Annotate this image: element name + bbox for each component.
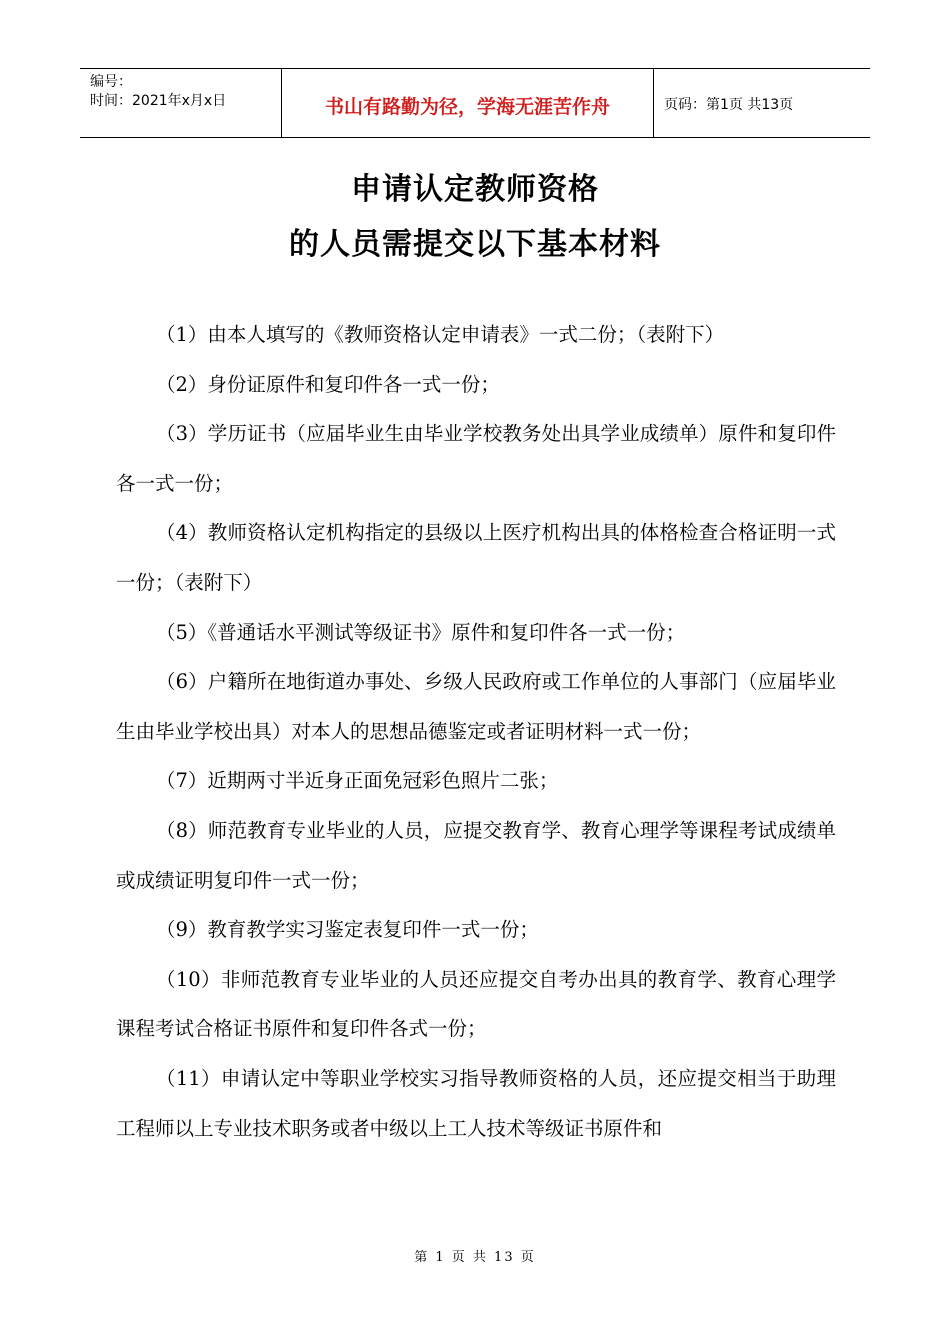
- list-item: （10）非师范教育专业毕业的人员还应提交自考办出具的教育学、教育心理学课程考试合格证书原件和复印件各式一份；: [116, 967, 836, 1041]
- header-meta: [80, 69, 282, 137]
- document-number-label: 编号：: [90, 74, 132, 90]
- list-item: （9）教育教学实习鉴定表复印件一式一份；: [156, 918, 539, 942]
- list-item: （2）身份证原件和复印件各一式一份；: [156, 372, 500, 396]
- page-footer: 第 1 页 共 13 页: [414, 1250, 536, 1265]
- header-page-info: 页码：第1页 共13页: [664, 97, 794, 113]
- document-date: 时间：2021年x月x日: [90, 93, 227, 109]
- list-item: （8）师范教育专业毕业的人员，应提交教育学、教育心理学等课程考试成绩单或成绩证明复印件一式一份；: [116, 818, 836, 892]
- list-item: （3）学历证书（应届毕业生由毕业学校教务处出具学业成绩单）原件和复印件各一式一份；: [116, 422, 836, 495]
- page-title-line-2: 的人员需提交以下基本材料: [289, 227, 661, 262]
- list-item: （11）申请认定中等职业学校实习指导教师资格的人员，还应提交相当于助理工程师以上专业技术职务或者中级以上工人技术等级证书原件和: [116, 1066, 836, 1140]
- header-motto: 书山有路勤为径，学海无涯苦作舟: [282, 69, 654, 137]
- document-header: [80, 68, 870, 138]
- materials-list: [116, 310, 836, 1153]
- list-item: （7）近期两寸半近身正面免冠彩色照片二张；: [156, 769, 559, 793]
- page-title-line-1: 申请认定教师资格: [351, 172, 599, 207]
- list-item: （5）《普通话水平测试等级证书》原件和复印件各一式一份；: [156, 620, 686, 644]
- list-item: （6）户籍所在地街道办事处、乡级人民政府或工作单位的人事部门（应届毕业生由毕业学校出具）对本人的思想品德鉴定或者证明材料一式一份；: [116, 670, 836, 743]
- list-item: （4）教师资格认定机构指定的县级以上医疗机构出具的体格检查合格证明一式一份；（表附下）: [116, 521, 836, 594]
- list-item: （1）由本人填写的《教师资格认定申请表》一式二份；（表附下）: [156, 323, 725, 346]
